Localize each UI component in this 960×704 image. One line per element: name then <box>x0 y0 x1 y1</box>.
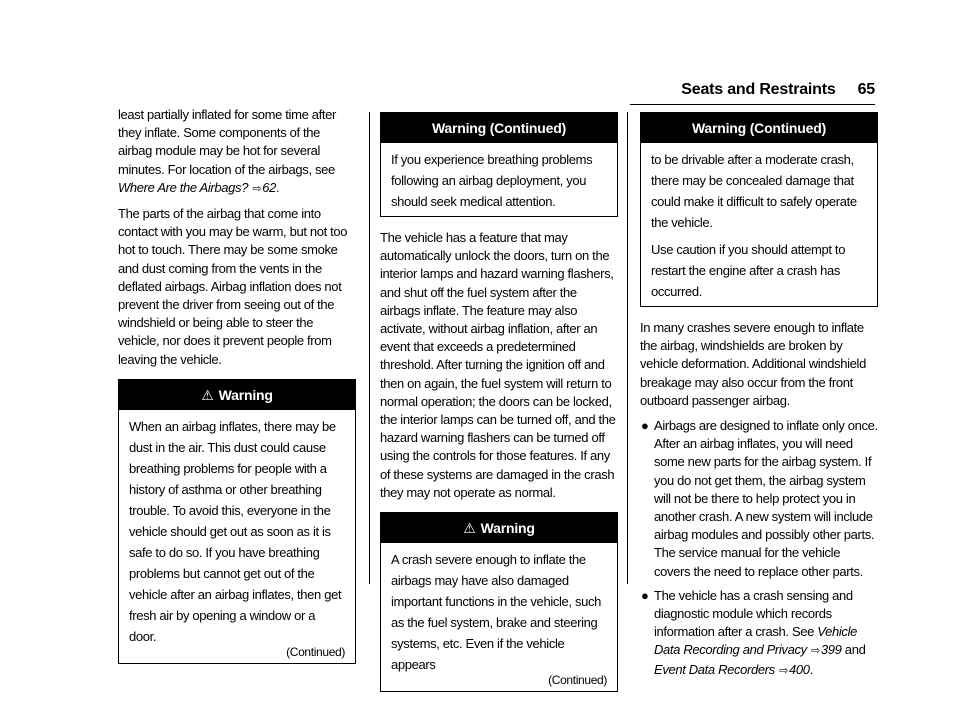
warning-box <box>380 512 618 692</box>
xref-page: 62 <box>262 179 276 195</box>
warning-title: Warning <box>218 386 273 403</box>
column-2 <box>380 106 618 704</box>
warning-text: If you experience breathing problems following an airbag deployment, you should seek medical attention. <box>391 152 593 209</box>
page-arrow-icon: ⇨ <box>779 664 789 677</box>
page-number: 65 <box>857 81 875 98</box>
warning-text: A crash severe enough to inflate the airbags may have also damaged important functions in the vehicle, such as the fuel system, brake and steering systems, etc. Even if the vehicle appears <box>391 552 602 673</box>
list-item <box>640 417 878 581</box>
warning-text: Use caution if you should attempt to restart the engine after a crash has occurred. <box>651 242 846 299</box>
conjunction: and <box>841 642 866 658</box>
punctuation: . <box>275 179 280 195</box>
warning-box-continued <box>380 112 618 217</box>
list-item-text: The vehicle has a crash sensing and diagnostic module which records information after a crash. See <box>654 587 853 640</box>
xref-text: Where Are the Airbags? <box>118 179 249 195</box>
paragraph-text: least partially inflated for some time after they inflate. Some components of the airbag module may be hot for several minutes. For location of the airbags, see <box>118 107 336 177</box>
warning-header: Warning (Continued) <box>641 113 877 143</box>
continued-label: (Continued) <box>548 673 607 688</box>
warning-title: Warning <box>480 520 535 537</box>
warning-body <box>381 543 617 691</box>
warning-triangle-icon: ⚠ <box>463 520 476 537</box>
warning-body <box>119 410 355 663</box>
page-header <box>640 78 875 102</box>
paragraph: In many crashes severe enough to inflate the airbag, windshields are broken by vehicle deformation. Additional windshield breakage may also occur from the front outboard passenger airbag. <box>640 320 866 408</box>
paragraph <box>118 106 356 198</box>
column-3 <box>640 106 878 686</box>
bullet-icon: ● <box>641 418 649 434</box>
paragraph: The parts of the airbag that come into contact with you may be warm, but not too hot to touch. There may be some smoke and dust coming from the vents in the deflated airbags. Airbag inflation does not prevent the driver from seeing out of the windshield or being able to steer the vehicle, nor does it prevent people from leaving the vehicle. <box>118 206 348 367</box>
punctuation: . <box>809 661 813 677</box>
column-divider <box>369 112 370 584</box>
warning-box-continued <box>640 112 878 307</box>
page-arrow-icon: ⇨ <box>811 645 820 658</box>
header-rule <box>630 104 875 105</box>
xref-text: Event Data Recorders <box>654 661 775 677</box>
warning-triangle-icon: ⚠ <box>201 386 214 403</box>
xref-page: 400 <box>789 661 810 677</box>
paragraph: The vehicle has a feature that may automatically unlock the doors, turn on the interior lamps and hazard warning flashers, and shut off the fuel system after the airbags inflate. The feature may also activate, without airbag inflation, after an event that exceeds a predetermined threshold. After turning the ignition off and then on again, the fuel system will return to normal operation; the doors can be locked, the interior lamps can be turned off, and the hazard warning flashers can be turned off using the controls for those features. If any of these systems are damaged in the crash they may not operate as normal. <box>380 230 616 500</box>
warning-body <box>381 143 617 216</box>
column-divider <box>627 112 628 584</box>
xref-link-where-are-airbags[interactable] <box>118 180 276 195</box>
warning-body <box>641 143 877 306</box>
continued-label: (Continued) <box>286 644 345 659</box>
column-1 <box>118 106 356 676</box>
warning-text: to be drivable after a moderate crash, there may be concealed damage that could make it difficult to safely operate the vehicle. <box>651 152 857 230</box>
bullet-list <box>640 417 878 680</box>
bullet-icon: ● <box>641 587 649 603</box>
warning-header <box>119 380 355 410</box>
xref-link-event-data-recorders[interactable] <box>654 662 810 677</box>
list-item-text: Airbags are designed to inflate only once. After an airbag inflates, you will need some new parts for the airbag system. If you do not get them, the airbag system will not be there to help protect you in another crash. A new system will include airbag modules and possibly other parts. The service manual for the vehicle covers the need to replace other parts. <box>654 418 878 579</box>
warning-header: Warning (Continued) <box>381 113 617 143</box>
page-arrow-icon: ⇨ <box>252 182 262 195</box>
section-title: Seats and Restraints <box>681 81 836 98</box>
list-item <box>640 587 878 680</box>
warning-box <box>118 379 356 664</box>
xref-text: Vehicle Data Recording and Privacy <box>654 624 858 658</box>
xref-page: 399 <box>820 642 842 658</box>
warning-text: When an airbag inflates, there may be dust in the air. This dust could cause breathing problems for people with a history of asthma or other breathing trouble. To avoid this, everyone in the vehicle should get out as soon as it is safe to do so. If you have breathing problems but cannot get out of the vehicle after an airbag inflates, then get fresh air by opening a window or a door. <box>129 418 342 644</box>
warning-header <box>381 513 617 543</box>
